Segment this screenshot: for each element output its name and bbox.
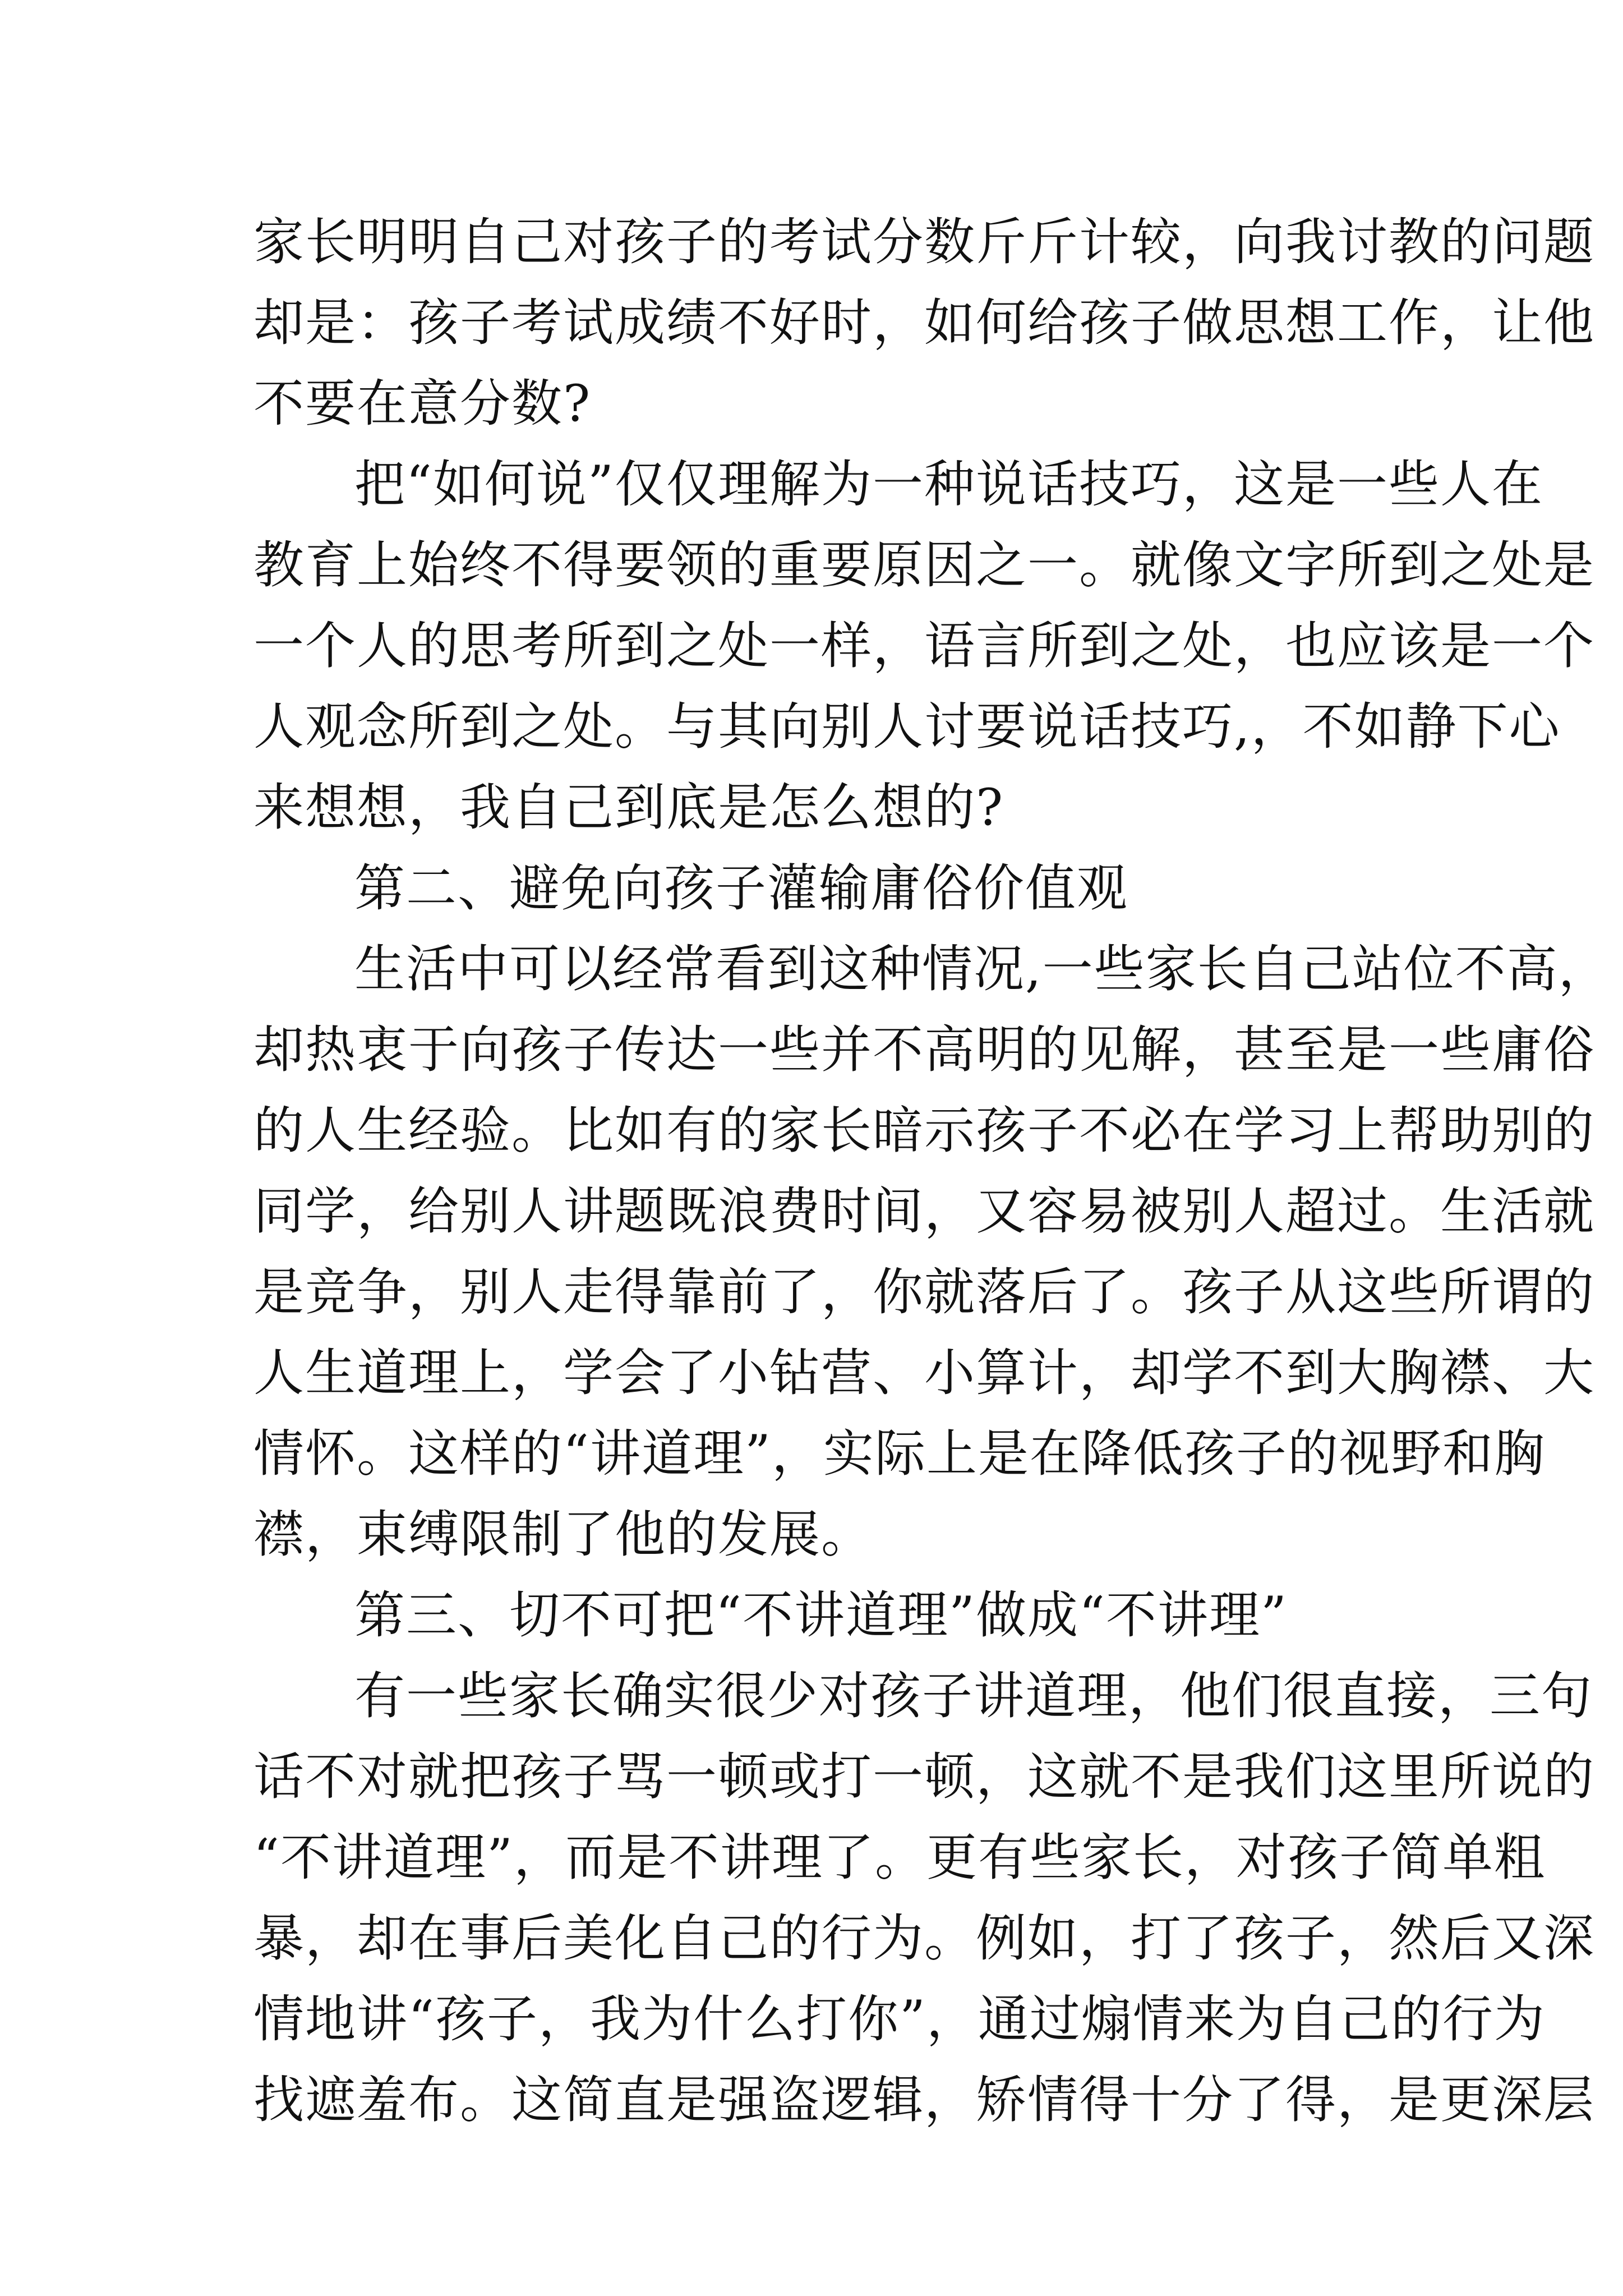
text-line: 人观念所到之处。与其向别人讨要说话技巧,，不如静下心 xyxy=(253,697,1561,756)
text-line: 情地讲“孩子，我为什么打你”，通过煽情来为自己的行为 xyxy=(253,1990,1546,2049)
text-line: 教育上始终不得要领的重要原因之一。就像文字所到之处是 xyxy=(253,536,1595,595)
text-line: 来想想，我自己到底是怎么想的? xyxy=(253,778,1004,837)
section-heading: 第二、避免向孩子灌输庸俗价值观 xyxy=(354,859,1128,918)
text-line: 找遮羞布。这简直是强盗逻辑，矫情得十分了得，是更深层 xyxy=(253,2070,1595,2129)
text-line: 话不对就把孩子骂一顿或打一顿，这就不是我们这里所说的 xyxy=(253,1747,1595,1806)
text-line: 是竞争，别人走得靠前了，你就落后了。孩子从这些所谓的 xyxy=(253,1263,1595,1322)
text-line: 人生道理上，学会了小钻营、小算计，却学不到大胸襟、大 xyxy=(253,1343,1595,1402)
text-line: 情怀。这样的“讲道理”，实际上是在降低孩子的视野和胸 xyxy=(253,1424,1546,1483)
section-heading: 第三、切不可把“不讲道理”做成“不讲理” xyxy=(354,1586,1288,1645)
text-line: 家长明明自己对孩子的考试分数斤斤计较，向我讨教的问题 xyxy=(253,213,1595,272)
text-line: 生活中可以经常看到这种情况,一些家长自己站位不高， xyxy=(354,940,1610,999)
body-text xyxy=(253,202,1610,2141)
text-line: 暴，却在事后美化自己的行为。例如，打了孩子，然后又深 xyxy=(253,1909,1595,1968)
text-line: 却热衷于向孩子传达一些并不高明的见解，甚至是一些庸俗 xyxy=(253,1020,1595,1079)
text-line: 有一些家长确实很少对孩子讲道理，他们很直接，三句 xyxy=(354,1667,1593,1726)
text-line: 却是：孩子考试成绩不好时，如何给孩子做思想工作，让他 xyxy=(253,293,1595,352)
text-line: 的人生经验。比如有的家长暗示孩子不必在学习上帮助别的 xyxy=(253,1101,1595,1160)
text-line: 同学，给别人讲题既浪费时间，又容易被别人超过。生活就 xyxy=(253,1182,1595,1241)
text-line: “不讲道理”，而是不讲理了。更有些家长，对孩子简单粗 xyxy=(253,1828,1546,1887)
text-line: 把“如何说”仅仅理解为一种说话技巧，这是一些人在 xyxy=(354,455,1544,514)
text-line: 襟，束缚限制了他的发展。 xyxy=(253,1505,873,1564)
text-line: 不要在意分数? xyxy=(253,374,592,433)
text-line: 一个人的思考所到之处一样，语言所到之处，也应该是一个 xyxy=(253,616,1595,675)
